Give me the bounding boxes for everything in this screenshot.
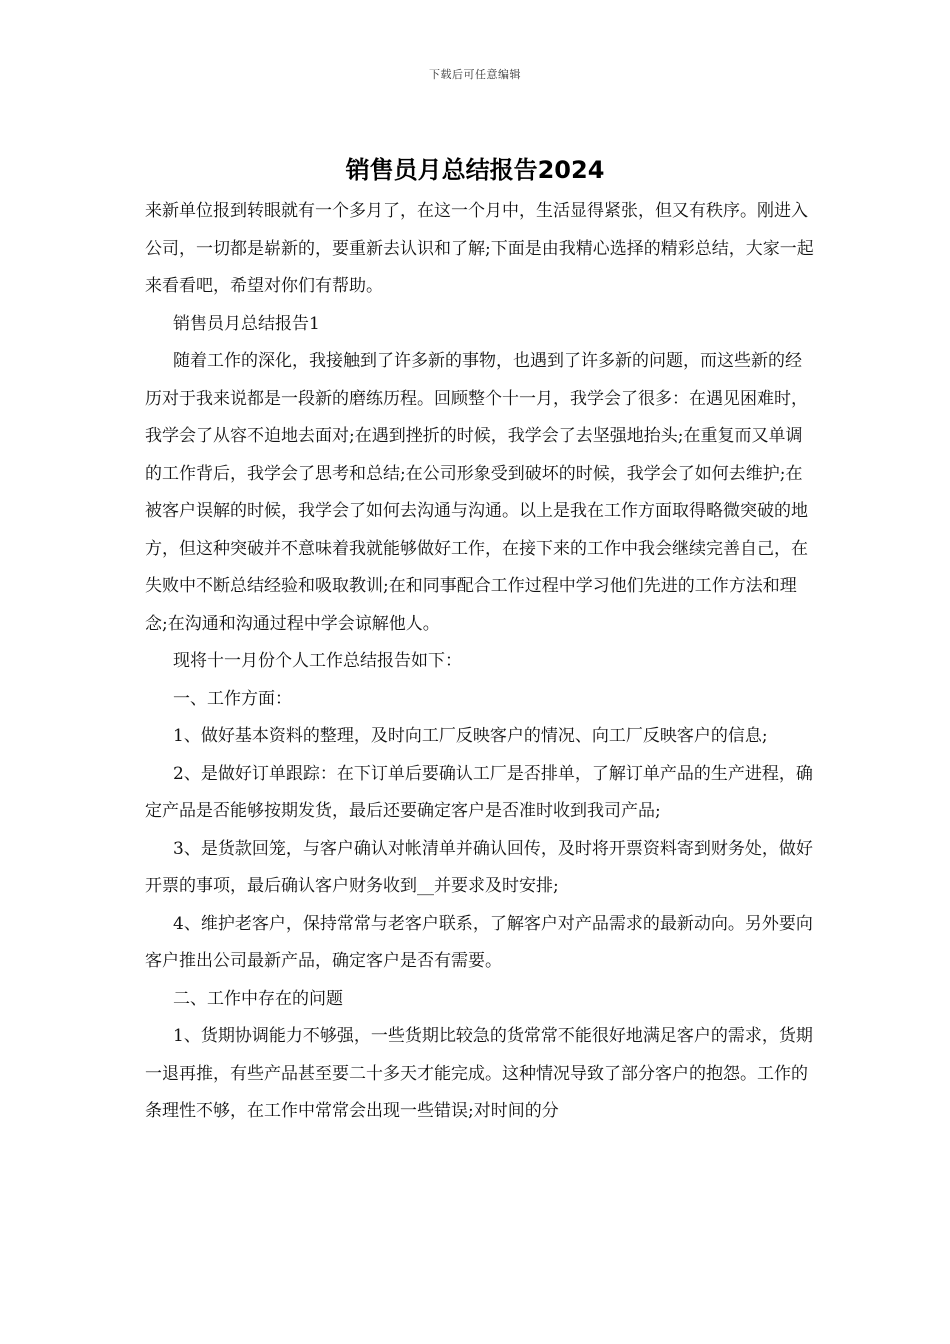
document-title: 销售员月总结报告2024: [345, 156, 605, 184]
list-item: 1、货期协调能力不够强，一些货期比较急的货常常不能很好地满足客户的需求，货期一退再推，有些产品甚至要二十多天才能完成。这种情况导致了部分客户的抱怨。工作的条理性不够，在工作中常常会出现一些错误;对时间的分: [145, 1026, 813, 1121]
list-item: 2、是做好订单跟踪：在下订单后要确认工厂是否排单，了解订单产品的生产进程，确定产品是否能够按期发货，最后还要确定客户是否准时收到我司产品;: [145, 763, 813, 821]
body-paragraph: 随着工作的深化，我接触到了许多新的事物，也遇到了许多新的问题，而这些新的经历对于我来说都是一段新的磨练历程。回顾整个十一月，我学会了很多：在遇见困难时，我学会了从容不迫地去面对;在遇到挫折的时候，我学会了去坚强地抬头;在重复而又单调的工作背后，我学会了思考和总结;在公司形象受到破坏的时候，我学会了如何去维护;在被客户误解的时候，我学会了如何去沟通与沟通。以上是我在工作方面取得略微突破的地方，但这种突破并不意味着我就能够做好工作，在接下来的工作中我会继续完善自己，在失败中不断总结经验和吸取教训;在和同事配合工作过程中学习他们先进的工作方法和理念;在沟通和沟通过程中学会谅解他人。: [145, 351, 808, 634]
list-item: 4、维护老客户，保持常常与老客户联系，了解客户对产品需求的最新动向。另外要向客户推出公司最新产品，确定客户是否有需要。: [145, 913, 813, 971]
body-paragraph: 现将十一月份个人工作总结报告如下：: [173, 651, 462, 671]
section-heading-work: 一、工作方面：: [173, 688, 292, 709]
header-note: 下载后可任意编辑: [429, 68, 521, 81]
section-heading-report-1: 销售员月总结报告1: [173, 313, 320, 334]
intro-paragraph: 来新单位报到转眼就有一个多月了，在这一个月中，生活显得紧张，但又有秩序。刚进入公司，一切都是崭新的，要重新去认识和了解;下面是由我精心选择的精彩总结，大家一起来看看吧，希望对你们有帮助。: [145, 201, 814, 296]
list-item: 3、是货款回笼，与客户确认对帐清单并确认回传，及时将开票资料寄到财务处，做好开票的事项，最后确认客户财务收到__并要求及时安排;: [145, 838, 813, 896]
section-heading-problems: 二、工作中存在的问题: [173, 988, 343, 1009]
list-item: 1、做好基本资料的整理，及时向工厂反映客户的情况、向工厂反映客户的信息;: [173, 726, 768, 746]
document-body: [145, 193, 815, 1131]
